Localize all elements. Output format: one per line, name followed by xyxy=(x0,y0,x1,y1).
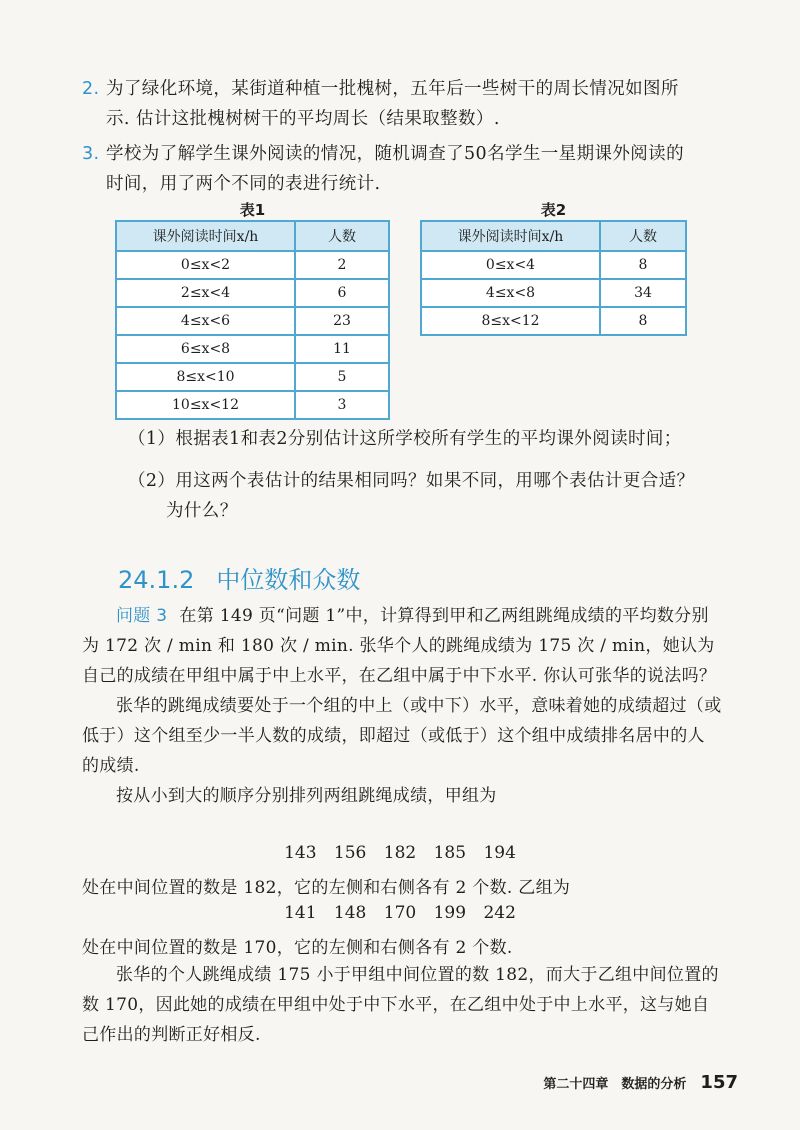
paragraph: 按从小到大的顺序分别排列两组跳绳成绩，甲组为 xyxy=(116,786,497,806)
table-row xyxy=(421,307,686,335)
table1 xyxy=(115,220,390,420)
table-cell: 2≤x<4 xyxy=(116,279,295,307)
problem-label: 问题 3 xyxy=(116,606,168,626)
middle-value-line-b: 处在中间位置的数是 170，它的左侧和右侧各有 2 个数. xyxy=(82,938,513,958)
column-header: 人数 xyxy=(600,221,686,251)
middle-value-line-a: 处在中间位置的数是 182，它的左侧和右侧各有 2 个数. 乙组为 xyxy=(82,878,571,898)
table-cell: 4≤x<8 xyxy=(421,279,600,307)
table-cell: 8 xyxy=(600,307,686,335)
table-cell: 11 xyxy=(295,335,389,363)
table-cell: 34 xyxy=(600,279,686,307)
table2-caption: 表2 xyxy=(540,201,567,219)
section-heading xyxy=(118,560,360,595)
table-cell: 6 xyxy=(295,279,389,307)
problem-paragraph xyxy=(82,601,722,691)
exercise-text: 学校为了解学生课外阅读的情况，随机调查了50名学生一星期课外阅读的 xyxy=(106,144,684,164)
table-row xyxy=(116,279,389,307)
page-footer xyxy=(543,1072,738,1093)
table-cell: 0≤x<4 xyxy=(421,251,600,279)
exercise-text: 时间，用了两个不同的表进行统计. xyxy=(106,174,381,194)
table-cell: 10≤x<12 xyxy=(116,391,295,419)
table-cell: 8≤x<12 xyxy=(421,307,600,335)
table-row xyxy=(116,391,389,419)
column-header: 课外阅读时间x/h xyxy=(421,221,600,251)
table-header-row xyxy=(116,221,389,251)
table-cell: 8 xyxy=(600,251,686,279)
table-cell: 8≤x<10 xyxy=(116,363,295,391)
table-cell: 5 xyxy=(295,363,389,391)
table2 xyxy=(420,220,687,336)
chapter-title: 第二十四章 数据的分析 xyxy=(543,1077,687,1092)
table-row xyxy=(421,279,686,307)
table-cell: 3 xyxy=(295,391,389,419)
sequence-group-b: 141 148 170 199 242 xyxy=(284,903,516,923)
problem-block xyxy=(82,601,722,811)
table-row xyxy=(421,251,686,279)
table-row xyxy=(116,251,389,279)
question-2: （2）用这两个表估计的结果相同吗？如果不同，用哪个表估计更合适？ xyxy=(128,471,695,491)
table-row xyxy=(116,335,389,363)
sequence-group-a: 143 156 182 185 194 xyxy=(284,843,516,863)
problem-text: 在第 149 页“问题 1”中，计算得到甲和乙两组跳绳成绩的平均数分别为 172 次 / min 和 180 次 / min. 张华个人的跳绳成绩为 175 次 / min，她认为自己的成绩在甲组中属于中上水平，在乙组中属于中下水平. 你认可张华的说法吗？ xyxy=(82,606,717,686)
table-row xyxy=(116,307,389,335)
question-1: （1）根据表1和表2分别估计这所学校所有学生的平均课外阅读时间； xyxy=(128,429,682,449)
table-row xyxy=(116,363,389,391)
table-cell: 23 xyxy=(295,307,389,335)
table-header-row xyxy=(421,221,686,251)
conclusion-block xyxy=(82,960,722,1050)
page-number: 157 xyxy=(700,1072,738,1093)
exercise-number: 3. xyxy=(82,144,100,164)
column-header: 人数 xyxy=(295,221,389,251)
question-2-continued: 为什么？ xyxy=(166,501,238,521)
table-cell: 2 xyxy=(295,251,389,279)
column-header: 课外阅读时间x/h xyxy=(116,221,295,251)
exercise-3 xyxy=(82,139,732,199)
exercise-text: 为了绿化环境，某街道种植一批槐树，五年后一些树干的周长情况如图所 xyxy=(106,79,679,99)
section-number: 24.1.2 xyxy=(118,566,195,594)
table-cell: 6≤x<8 xyxy=(116,335,295,363)
table-cell: 4≤x<6 xyxy=(116,307,295,335)
table1-caption: 表1 xyxy=(239,201,266,219)
section-title: 中位数和众数 xyxy=(216,566,361,594)
exercise-text: 示. 估计这批槐树树干的平均周长（结果取整数）. xyxy=(106,109,500,129)
paragraph: 张华的跳绳成绩要处于一个组的中上（或中下）水平，意味着她的成绩超过（或低于）这个组至少一半人数的成绩，即超过（或低于）这个组中成绩排名居中的人的成绩. xyxy=(82,696,722,776)
paragraph: 张华的个人跳绳成绩 175 小于甲组中间位置的数 182，而大于乙组中间位置的数 170，因此她的成绩在甲组中处于中下水平，在乙组中处于中上水平，这与她自己作出的判断正好相反. xyxy=(82,965,719,1045)
exercise-number: 2. xyxy=(82,79,100,99)
exercise-2 xyxy=(82,74,732,134)
table-cell: 0≤x<2 xyxy=(116,251,295,279)
